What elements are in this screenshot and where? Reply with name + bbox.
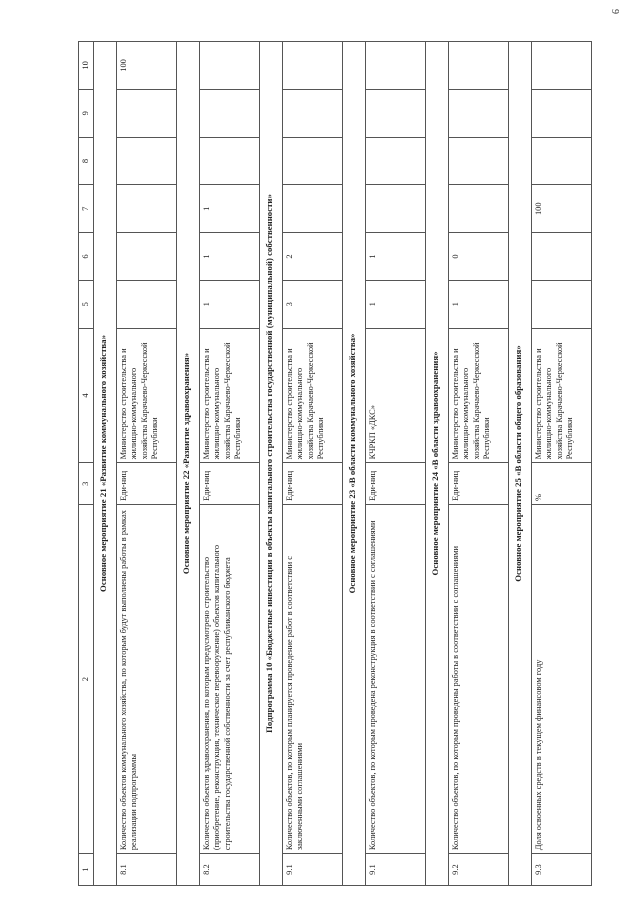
value-cell: 1 [366, 280, 426, 328]
responsible-org-cell: Министерство строительства и жилищно-коммунального хозяйства Карачаево-Черкесской Республики [200, 328, 260, 463]
value-cell [449, 89, 509, 137]
value-cell: 0 [449, 233, 509, 281]
value-cell [117, 137, 177, 185]
value-cell: 1 [366, 233, 426, 281]
unit-cell: % [532, 463, 592, 505]
indicators-table [78, 41, 592, 886]
section-row [509, 42, 532, 886]
header-cell: 5 [79, 280, 94, 328]
section-title: Основное мероприятие 22 «Развитие здравоохранения» [177, 42, 200, 886]
indicator-name-cell: Количество объектов, по которым планируется проведение работ в соответствии с заключенными соглашениями [283, 505, 343, 854]
value-cell: 1 [200, 185, 260, 233]
value-cell [449, 185, 509, 233]
value-cell [117, 185, 177, 233]
header-cell: 8 [79, 137, 94, 185]
responsible-org-cell: Министерство строительства и жилищно-коммунального хозяйства Карачаево-Черкесской Республики [283, 328, 343, 463]
indicator-name-cell: Количество объектов коммунального хозяйства, по которым будут выполнены работы в рамках реализации подпрограммы [117, 505, 177, 854]
row-number-cell: 9.3 [532, 854, 592, 886]
value-cell: 3 [283, 280, 343, 328]
responsible-org-cell: Министерство строительства и жилищно-коммунального хозяйства Карачаево-Черкесской Республики [532, 328, 592, 463]
page-number: 9 [609, 9, 620, 14]
value-cell [532, 42, 592, 90]
value-cell [532, 233, 592, 281]
unit-cell: Еди-ниц [283, 463, 343, 505]
unit-cell: Еди-ниц [366, 463, 426, 505]
responsible-org-cell: Министерство строительства и жилищно-коммунального хозяйства Карачаево-Черкесской Республики [117, 328, 177, 463]
table-row [117, 42, 177, 886]
row-number-cell: 9.1 [366, 854, 426, 886]
unit-cell: Еди-ниц [200, 463, 260, 505]
value-cell [117, 89, 177, 137]
row-number-cell: 9.1 [283, 854, 343, 886]
responsible-org-cell: Министерство строительства и жилищно-коммунального хозяйства Карачаево-Черкесской Республики [449, 328, 509, 463]
header-row [79, 42, 94, 886]
section-row [177, 42, 200, 886]
row-number-cell: 9.2 [449, 854, 509, 886]
value-cell [283, 89, 343, 137]
section-title: Основное мероприятие 24 «В области здравоохранения» [426, 42, 449, 886]
value-cell [366, 185, 426, 233]
table-row [283, 42, 343, 886]
value-cell [366, 42, 426, 90]
value-cell: 1 [200, 280, 260, 328]
unit-cell: Еди-ниц [117, 463, 177, 505]
header-cell: 2 [79, 505, 94, 854]
table-row [366, 42, 426, 886]
value-cell [283, 42, 343, 90]
section-title: Основное мероприятие 21 «Развитие коммунального хозяйства» [94, 42, 117, 886]
row-number-cell: 8.2 [200, 854, 260, 886]
header-cell: 6 [79, 233, 94, 281]
value-cell [449, 42, 509, 90]
value-cell [200, 89, 260, 137]
value-cell: 1 [449, 280, 509, 328]
value-cell [117, 233, 177, 281]
value-cell [366, 137, 426, 185]
section-row [426, 42, 449, 886]
section-row [94, 42, 117, 886]
header-cell: 7 [79, 185, 94, 233]
header-cell: 9 [79, 89, 94, 137]
section-title: Подпрограмма 10 «Бюджетные инвестиции в объекты капитального строительства государственной (муниципальной) собственности» [260, 42, 283, 886]
section-row [343, 42, 366, 886]
section-title: Основное мероприятие 23 «В области коммунального хозяйства» [343, 42, 366, 886]
row-number-cell: 8.1 [117, 854, 177, 886]
header-cell: 4 [79, 328, 94, 463]
value-cell [200, 42, 260, 90]
indicator-name-cell: Количество объектов здравоохранения, по которым предусмотрено строительство (приобретение, реконструкция, техническое перевооружение) объектов капитального строительства государственной собственности за счет республиканского бюджета [200, 505, 260, 854]
responsible-org-cell: КЧРКП «ДКС» [366, 328, 426, 463]
indicator-name-cell: Доля освоенных средств в текущем финансовом году [532, 505, 592, 854]
indicator-name-cell: Количество объектов, по которым проведены работы в соответствии с соглашениями [449, 505, 509, 854]
header-cell: 1 [79, 854, 94, 886]
value-cell: 2 [283, 233, 343, 281]
value-cell [449, 137, 509, 185]
header-cell: 3 [79, 463, 94, 505]
value-cell: 100 [117, 42, 177, 90]
rotated-table-wrapper [78, 41, 618, 886]
value-cell [117, 280, 177, 328]
table-row [200, 42, 260, 886]
indicator-name-cell: Количество объектов, по которым проведена реконструкция в соответствии с соглашениями [366, 505, 426, 854]
value-cell [283, 137, 343, 185]
value-cell [366, 89, 426, 137]
value-cell [200, 137, 260, 185]
table-row [449, 42, 509, 886]
value-cell: 1 [200, 233, 260, 281]
value-cell [532, 89, 592, 137]
value-cell [532, 137, 592, 185]
value-cell [532, 280, 592, 328]
unit-cell: Еди-ниц [449, 463, 509, 505]
section-title: Основное мероприятие 25 «В области общего образования» [509, 42, 532, 886]
section-row [260, 42, 283, 886]
header-cell: 10 [79, 42, 94, 90]
value-cell [283, 185, 343, 233]
value-cell: 100 [532, 185, 592, 233]
table-row [532, 42, 592, 886]
